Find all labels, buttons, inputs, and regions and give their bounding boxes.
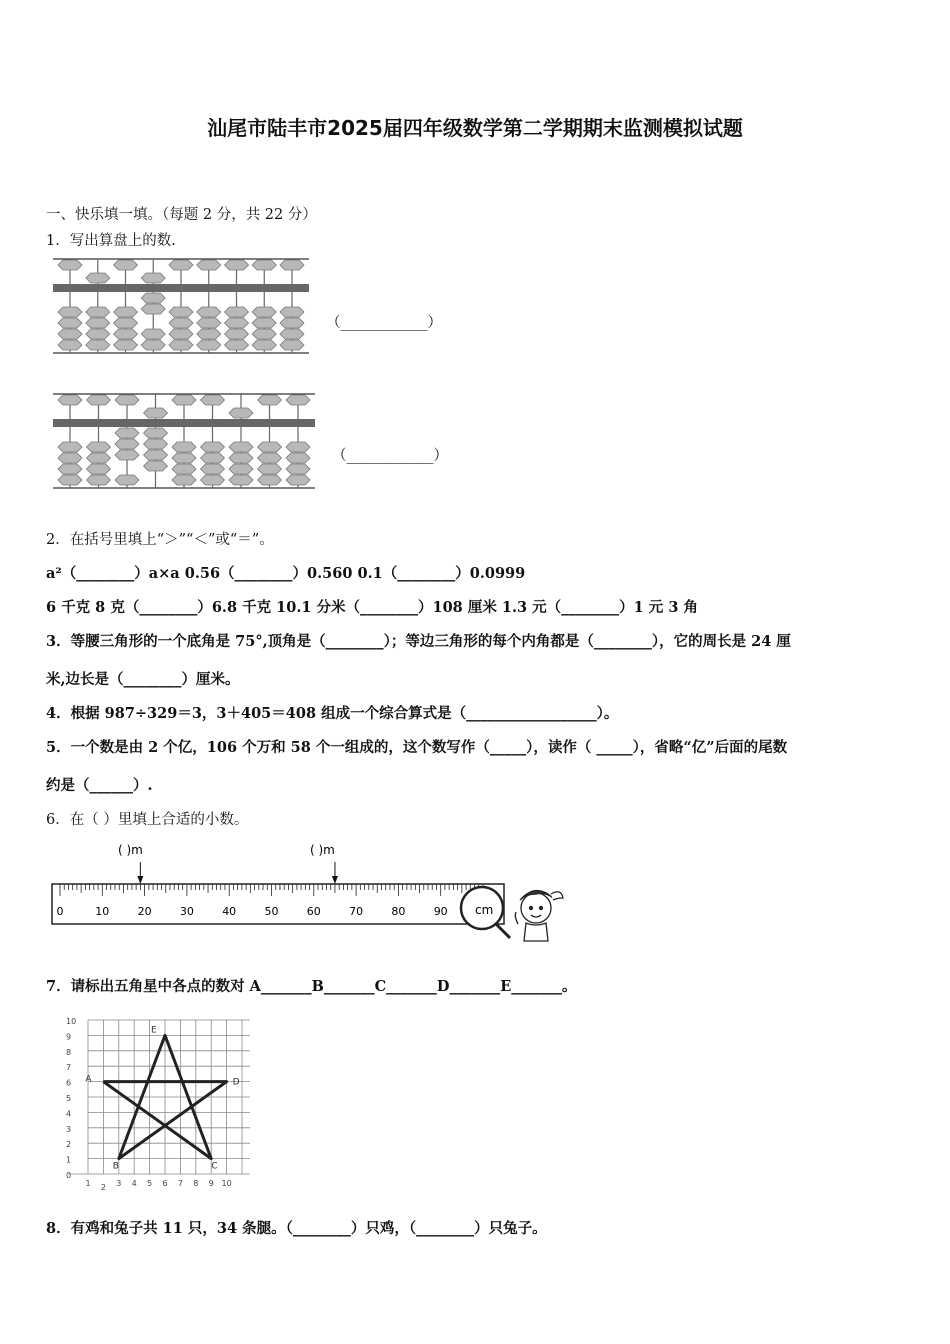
question-2: 2．在括号里填上“＞”“＜”或“＝”。 — [46, 532, 274, 548]
grid-x-label: 1 — [85, 1179, 91, 1188]
abacus-lower-bead — [58, 442, 82, 452]
abacus-lower-bead — [141, 329, 165, 339]
abacus-lower-bead — [280, 340, 304, 350]
ruler-tick-label: 60 — [306, 905, 321, 918]
abacus-lower-bead — [114, 329, 138, 339]
abacus-lower-bead — [229, 453, 253, 463]
grid-y-label: 9 — [66, 1032, 72, 1042]
star-point-label: C — [211, 1161, 218, 1172]
grid-y-label: 10 — [66, 1017, 77, 1026]
grid-x-label: 7 — [177, 1179, 183, 1188]
grid-y-label: 5 — [66, 1094, 72, 1103]
ruler-label-2: ( )m — [310, 843, 335, 857]
abacus-upper-bead — [280, 260, 304, 270]
abacus-upper-bead — [87, 395, 111, 405]
ruler-tick-label: 80 — [391, 905, 406, 918]
abacus-lower-bead — [280, 318, 304, 328]
abacus-lower-bead — [172, 475, 196, 485]
grid-y-label: 7 — [66, 1063, 72, 1073]
abacus-lower-bead — [86, 340, 110, 350]
abacus-upper-bead — [286, 395, 310, 405]
ruler-tick-label: 90 — [433, 905, 448, 918]
grid-x-label: 10 — [221, 1179, 232, 1188]
abacus-lower-bead — [58, 307, 82, 317]
grid-x-label: 3 — [116, 1179, 122, 1188]
abacus-lower-bead — [86, 329, 110, 339]
star-point-label: B — [112, 1161, 119, 1172]
abacus-lower-bead — [201, 464, 225, 474]
abacus-lower-bead — [172, 464, 196, 474]
star-point-label: E — [151, 1025, 157, 1036]
abacus-upper-bead — [172, 395, 196, 405]
question-3-line-2: 米,边长是（________）厘米。 — [46, 671, 240, 688]
question-8: 8．有鸡和兔子共 11 只，34 条腿。（________）只鸡，（________）只兔子。 — [46, 1220, 547, 1237]
question-2-row-2: 6 千克 8 克（________）6.8 千克 10.1 分米（________）108 厘米 1.3 元（________）1 元 3 角 — [46, 599, 698, 616]
abacus-lower-bead — [141, 340, 165, 350]
abacus-lower-bead — [115, 439, 139, 449]
abacus-lower-bead — [87, 475, 111, 485]
abacus-lower-bead — [258, 464, 282, 474]
abacus-upper-bead — [114, 260, 138, 270]
abacus-lower-bead — [86, 307, 110, 317]
star-grid — [40, 1002, 285, 1197]
abacus-lower-bead — [252, 329, 276, 339]
abacus-lower-bead — [169, 329, 193, 339]
grid-y-label: 2 — [66, 1140, 72, 1150]
ruler-tick-label: 40 — [222, 905, 237, 918]
abacus-upper-bead — [201, 395, 225, 405]
grid-x-label: 9 — [208, 1179, 214, 1188]
grid-x-label: 4 — [131, 1179, 137, 1188]
abacus-lower-bead — [225, 340, 249, 350]
abacus-upper-bead — [141, 273, 165, 283]
abacus-lower-bead — [144, 450, 168, 460]
abacus-lower-bead — [225, 318, 249, 328]
abacus-lower-bead — [58, 464, 82, 474]
abacus-lower-bead — [201, 442, 225, 452]
abacus-lower-bead — [144, 428, 168, 438]
abacus-lower-bead — [114, 307, 138, 317]
star-point-label: A — [85, 1074, 92, 1085]
abacus-upper-bead — [115, 395, 139, 405]
ruler-figure — [48, 838, 568, 948]
abacus-lower-bead — [144, 439, 168, 449]
grid-y-label: 1 — [66, 1155, 72, 1165]
grid-y-label: 3 — [66, 1124, 72, 1134]
grid-x-label: 5 — [147, 1179, 153, 1188]
abacus-lower-bead — [229, 442, 253, 452]
abacus-lower-bead — [286, 475, 310, 485]
abacus-lower-bead — [169, 307, 193, 317]
abacus-lower-bead — [169, 340, 193, 350]
abacus-lower-bead — [144, 461, 168, 471]
question-6: 6．在（ ）里填上合适的小数。 — [46, 812, 249, 828]
ruler-arrow-1-head — [137, 876, 143, 884]
abacus-beam — [53, 284, 309, 292]
abacus-lower-bead — [169, 318, 193, 328]
abacus-lower-bead — [58, 475, 82, 485]
ruler-unit: cm — [475, 903, 494, 917]
abacus-lower-bead — [286, 464, 310, 474]
abacus-lower-bead — [58, 453, 82, 463]
ruler-tick-label: 0 — [56, 905, 64, 918]
abacus-lower-bead — [115, 428, 139, 438]
question-3-line-1: 3．等腰三角形的一个底角是 75°,顶角是（________）；等边三角形的每个内角都是（________），它的周长是 24 厘 — [46, 633, 791, 650]
abacus-lower-bead — [58, 340, 82, 350]
abacus-lower-bead — [280, 329, 304, 339]
answer-blank-abacus-2[interactable]: （____________） — [332, 448, 448, 464]
abacus-lower-bead — [87, 442, 111, 452]
abacus-lower-bead — [172, 442, 196, 452]
abacus-lower-bead — [115, 450, 139, 460]
abacus-upper-bead — [197, 260, 221, 270]
abacus-lower-bead — [280, 307, 304, 317]
abacus-lower-bead — [229, 464, 253, 474]
abacus-upper-bead — [58, 260, 82, 270]
ruler-tick-label: 20 — [137, 905, 152, 918]
ruler-tick-label: 30 — [179, 905, 194, 918]
abacus-upper-bead — [86, 273, 110, 283]
ruler-arrow-2-head — [332, 876, 338, 884]
question-5-line-2: 约是（______）. — [46, 777, 153, 794]
abacus-lower-bead — [114, 340, 138, 350]
abacus-lower-bead — [225, 307, 249, 317]
abacus-upper-bead — [58, 395, 82, 405]
abacus-upper-bead — [258, 395, 282, 405]
grid-x-label: 8 — [193, 1179, 199, 1188]
abacus-lower-bead — [197, 340, 221, 350]
abacus-lower-bead — [258, 453, 282, 463]
abacus-lower-bead — [197, 318, 221, 328]
abacus-lower-bead — [252, 340, 276, 350]
section-heading: 一、快乐填一填。（每题 2 分，共 22 分） — [46, 207, 317, 223]
question-4: 4．根据 987÷329＝3，3＋405＝408 组成一个综合算式是（__________________）。 — [46, 705, 619, 722]
abacus-beam — [53, 419, 315, 427]
abacus-upper-bead — [144, 408, 168, 418]
abacus-lower-bead — [197, 307, 221, 317]
question-1: 1．写出算盘上的数. — [46, 233, 176, 249]
abacus-lower-bead — [252, 307, 276, 317]
abacus-upper-bead — [229, 408, 253, 418]
grid-x-label: 6 — [162, 1179, 168, 1188]
grid-y-label: 0 — [66, 1171, 72, 1180]
question-5-line-1: 5．一个数是由 2 个亿，106 个万和 58 个一组成的，这个数写作（_____），读作（ _____），省略“亿”后面的尾数 — [46, 739, 788, 756]
abacus-lower-bead — [114, 318, 138, 328]
ruler-tick-label: 10 — [95, 905, 110, 918]
answer-blank-abacus-1[interactable]: （____________） — [326, 315, 442, 331]
abacus-2 — [50, 390, 318, 492]
question-2-row-1: a²（________）a×a 0.56（________）0.560 0.1（________）0.0999 — [46, 565, 526, 582]
grid-y-label: 6 — [66, 1078, 72, 1088]
abacus-lower-bead — [258, 475, 282, 485]
abacus-lower-bead — [141, 293, 165, 303]
abacus-lower-bead — [87, 453, 111, 463]
abacus-lower-bead — [258, 442, 282, 452]
abacus-lower-bead — [86, 318, 110, 328]
abacus-lower-bead — [172, 453, 196, 463]
abacus-upper-bead — [252, 260, 276, 270]
abacus-lower-bead — [58, 329, 82, 339]
abacus-lower-bead — [141, 304, 165, 314]
abacus-lower-bead — [87, 464, 111, 474]
abacus-lower-bead — [201, 475, 225, 485]
abacus-lower-bead — [225, 329, 249, 339]
grid-y-label: 4 — [66, 1109, 72, 1119]
abacus-upper-bead — [169, 260, 193, 270]
cartoon-girl-icon — [515, 890, 563, 941]
page-title: 汕尾市陆丰市2025届四年级数学第二学期期末监测模拟试题 — [207, 116, 743, 140]
question-7: 7．请标出五角星中各点的数对 A_______B_______C_______D_______E_______。 — [46, 978, 577, 995]
abacus-lower-bead — [229, 475, 253, 485]
abacus-lower-bead — [201, 453, 225, 463]
grid-y-label: 8 — [66, 1047, 72, 1057]
abacus-lower-bead — [252, 318, 276, 328]
abacus-lower-bead — [286, 442, 310, 452]
abacus-lower-bead — [58, 318, 82, 328]
star-point-label: D — [232, 1077, 240, 1088]
ruler-tick-label: 50 — [264, 905, 279, 918]
ruler-tick-label: 70 — [349, 905, 364, 918]
ruler-label-1: ( )m — [118, 843, 143, 857]
abacus-1 — [50, 255, 312, 357]
abacus-lower-bead — [286, 453, 310, 463]
abacus-upper-bead — [225, 260, 249, 270]
abacus-lower-bead — [197, 329, 221, 339]
magnifier-handle — [496, 924, 510, 938]
abacus-lower-bead — [115, 475, 139, 485]
grid-x-label: 2 — [100, 1183, 106, 1192]
